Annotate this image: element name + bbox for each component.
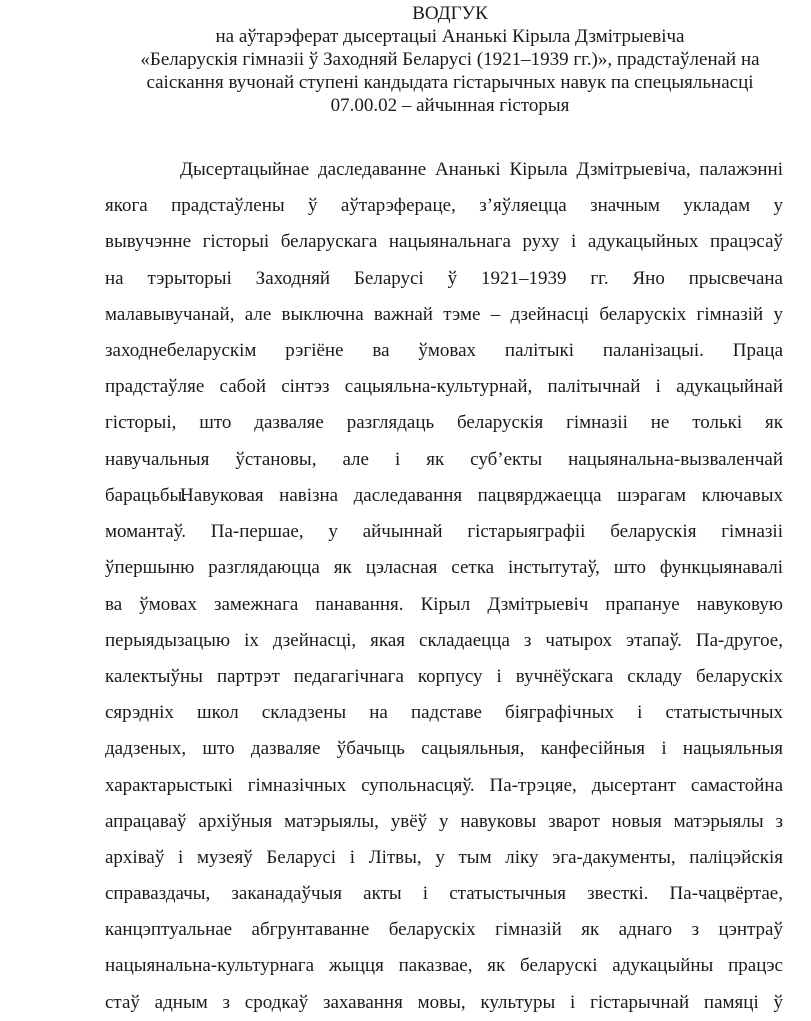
text-line bbox=[105, 405, 783, 441]
paragraph-2 bbox=[105, 478, 783, 1021]
text-line bbox=[105, 731, 783, 767]
subtitle-line: на аўтарэферат дысертацыі Ананькі Кірыла Дзмітрыевіча bbox=[215, 26, 685, 47]
text-line bbox=[105, 695, 783, 731]
text-line bbox=[105, 369, 783, 405]
text-line-content: сярэдніх школ складзены на падставе біяграфічных і статыстычных bbox=[105, 702, 783, 724]
text-line bbox=[105, 224, 783, 260]
text-line-content: нацыянальна-культурнага жыцця паказвае, як беларускі адукацыйны працэс bbox=[105, 955, 783, 977]
text-line-content: Навуковая навізна даследавання пацвярджаецца шэрагам ключавых bbox=[180, 485, 783, 506]
document-header bbox=[100, 2, 800, 117]
text-line-content: заходнебеларускім рэгіёне ва ўмовах палітыкі паланізацыі. Праца bbox=[105, 339, 783, 361]
text-line bbox=[105, 297, 783, 333]
text-line-content: на тэрыторыі Заходняй Беларусі ў 1921–1939 гг. Яно прысвечана bbox=[105, 267, 783, 289]
text-line-content: стаў адным з сродкаў захавання мовы, культуры і гістарычнай памяці ў bbox=[105, 991, 783, 1013]
text-line-content: малавывучанай, але выключна важнай тэме – дзейнасці беларускіх гімназій у bbox=[105, 303, 783, 325]
text-line bbox=[105, 623, 783, 659]
document-title: ВОДГУК bbox=[412, 3, 488, 24]
text-line-content: якога прадстаўлены ў аўтарэфераце, з’яўляецца значным укладам у bbox=[105, 195, 783, 217]
text-line-content: архіваў і музеяў Беларусі і Літвы, у тым ліку эга-дакументы, паліцэйскія bbox=[105, 846, 783, 868]
text-line-content: Дысертацыйнае даследаванне Ананькі Кірыла Дзмітрыевіча, палажэнні bbox=[180, 159, 783, 180]
text-line bbox=[105, 442, 783, 478]
text-line-content: ва ўмовах замежнага панавання. Кірыл Дзмітрыевіч прапануе навуковую bbox=[105, 593, 783, 615]
text-line bbox=[105, 912, 783, 948]
paragraph-1 bbox=[105, 152, 783, 514]
text-line bbox=[105, 550, 783, 586]
text-line-content: калектыўны партрэт педагагічнага корпусу і вучнёўскага складу беларускіх bbox=[105, 665, 783, 687]
text-line bbox=[105, 514, 783, 550]
text-line-content: момантаў. Па-першае, у айчыннай гістарыяграфіі беларускія гімназіі bbox=[105, 521, 783, 543]
text-line-content: дадзеных, што дазваляе ўбачыць сацыяльныя, канфесійныя і нацыяльныя bbox=[105, 738, 783, 760]
text-line bbox=[105, 188, 783, 224]
text-line-content: перыядызацыю іх дзейнасці, якая складаецца з чатырох этапаў. Па-другое, bbox=[105, 629, 783, 651]
text-line bbox=[105, 478, 783, 514]
subtitle-line: 07.00.02 – айчынная гісторыя bbox=[330, 95, 570, 116]
text-line-content: канцэптуальнае абгрунтаванне беларускіх гімназій як аднаго з цэнтраў bbox=[105, 919, 783, 941]
text-line bbox=[105, 768, 783, 804]
text-line bbox=[105, 333, 783, 369]
text-line-content: барацьбы. bbox=[105, 484, 188, 506]
text-line-content: справаздачы, заканадаўчыя акты і статыстычныя звесткі. Па-чацвёртае, bbox=[105, 883, 783, 905]
subtitle-line: саіскання вучонай ступені кандыдата гістарычных навук па спецыяльнасці bbox=[146, 72, 754, 93]
subtitle-line: «Беларускія гімназіі ў Заходняй Беларусі (1921–1939 гг.)», прадстаўленай на bbox=[140, 49, 760, 70]
text-line bbox=[105, 659, 783, 695]
text-line-content: навучальныя ўстановы, але і як суб’екты нацыянальна-вызваленчай bbox=[105, 448, 783, 470]
text-line bbox=[105, 152, 783, 188]
text-line bbox=[105, 948, 783, 984]
text-line bbox=[105, 261, 783, 297]
text-line bbox=[105, 587, 783, 623]
text-line bbox=[105, 804, 783, 840]
text-line bbox=[105, 876, 783, 912]
text-line bbox=[105, 840, 783, 876]
text-line-content: апрацаваў архіўныя матэрыялы, увёў у навуковы зварот новыя матэрыялы з bbox=[105, 810, 783, 832]
text-line-content: гісторыі, што дазваляе разглядаць беларускія гімназіі не толькі як bbox=[105, 412, 783, 434]
text-line-content: характарыстыкі гімназічных супольнасцяў. Па-трэцяе, дысертант самастойна bbox=[105, 774, 783, 796]
text-line-content: ўпершыню разглядаюцца як цэласная сетка інстытутаў, што функцыянавалі bbox=[105, 557, 783, 579]
text-line-content: прадстаўляе сабой сінтэз сацыяльна-культурнай, палітычнай і адукацыйнай bbox=[105, 376, 783, 398]
text-line-content: вывучэнне гісторыі беларускага нацыянальнага руху і адукацыйных працэсаў bbox=[105, 231, 783, 253]
